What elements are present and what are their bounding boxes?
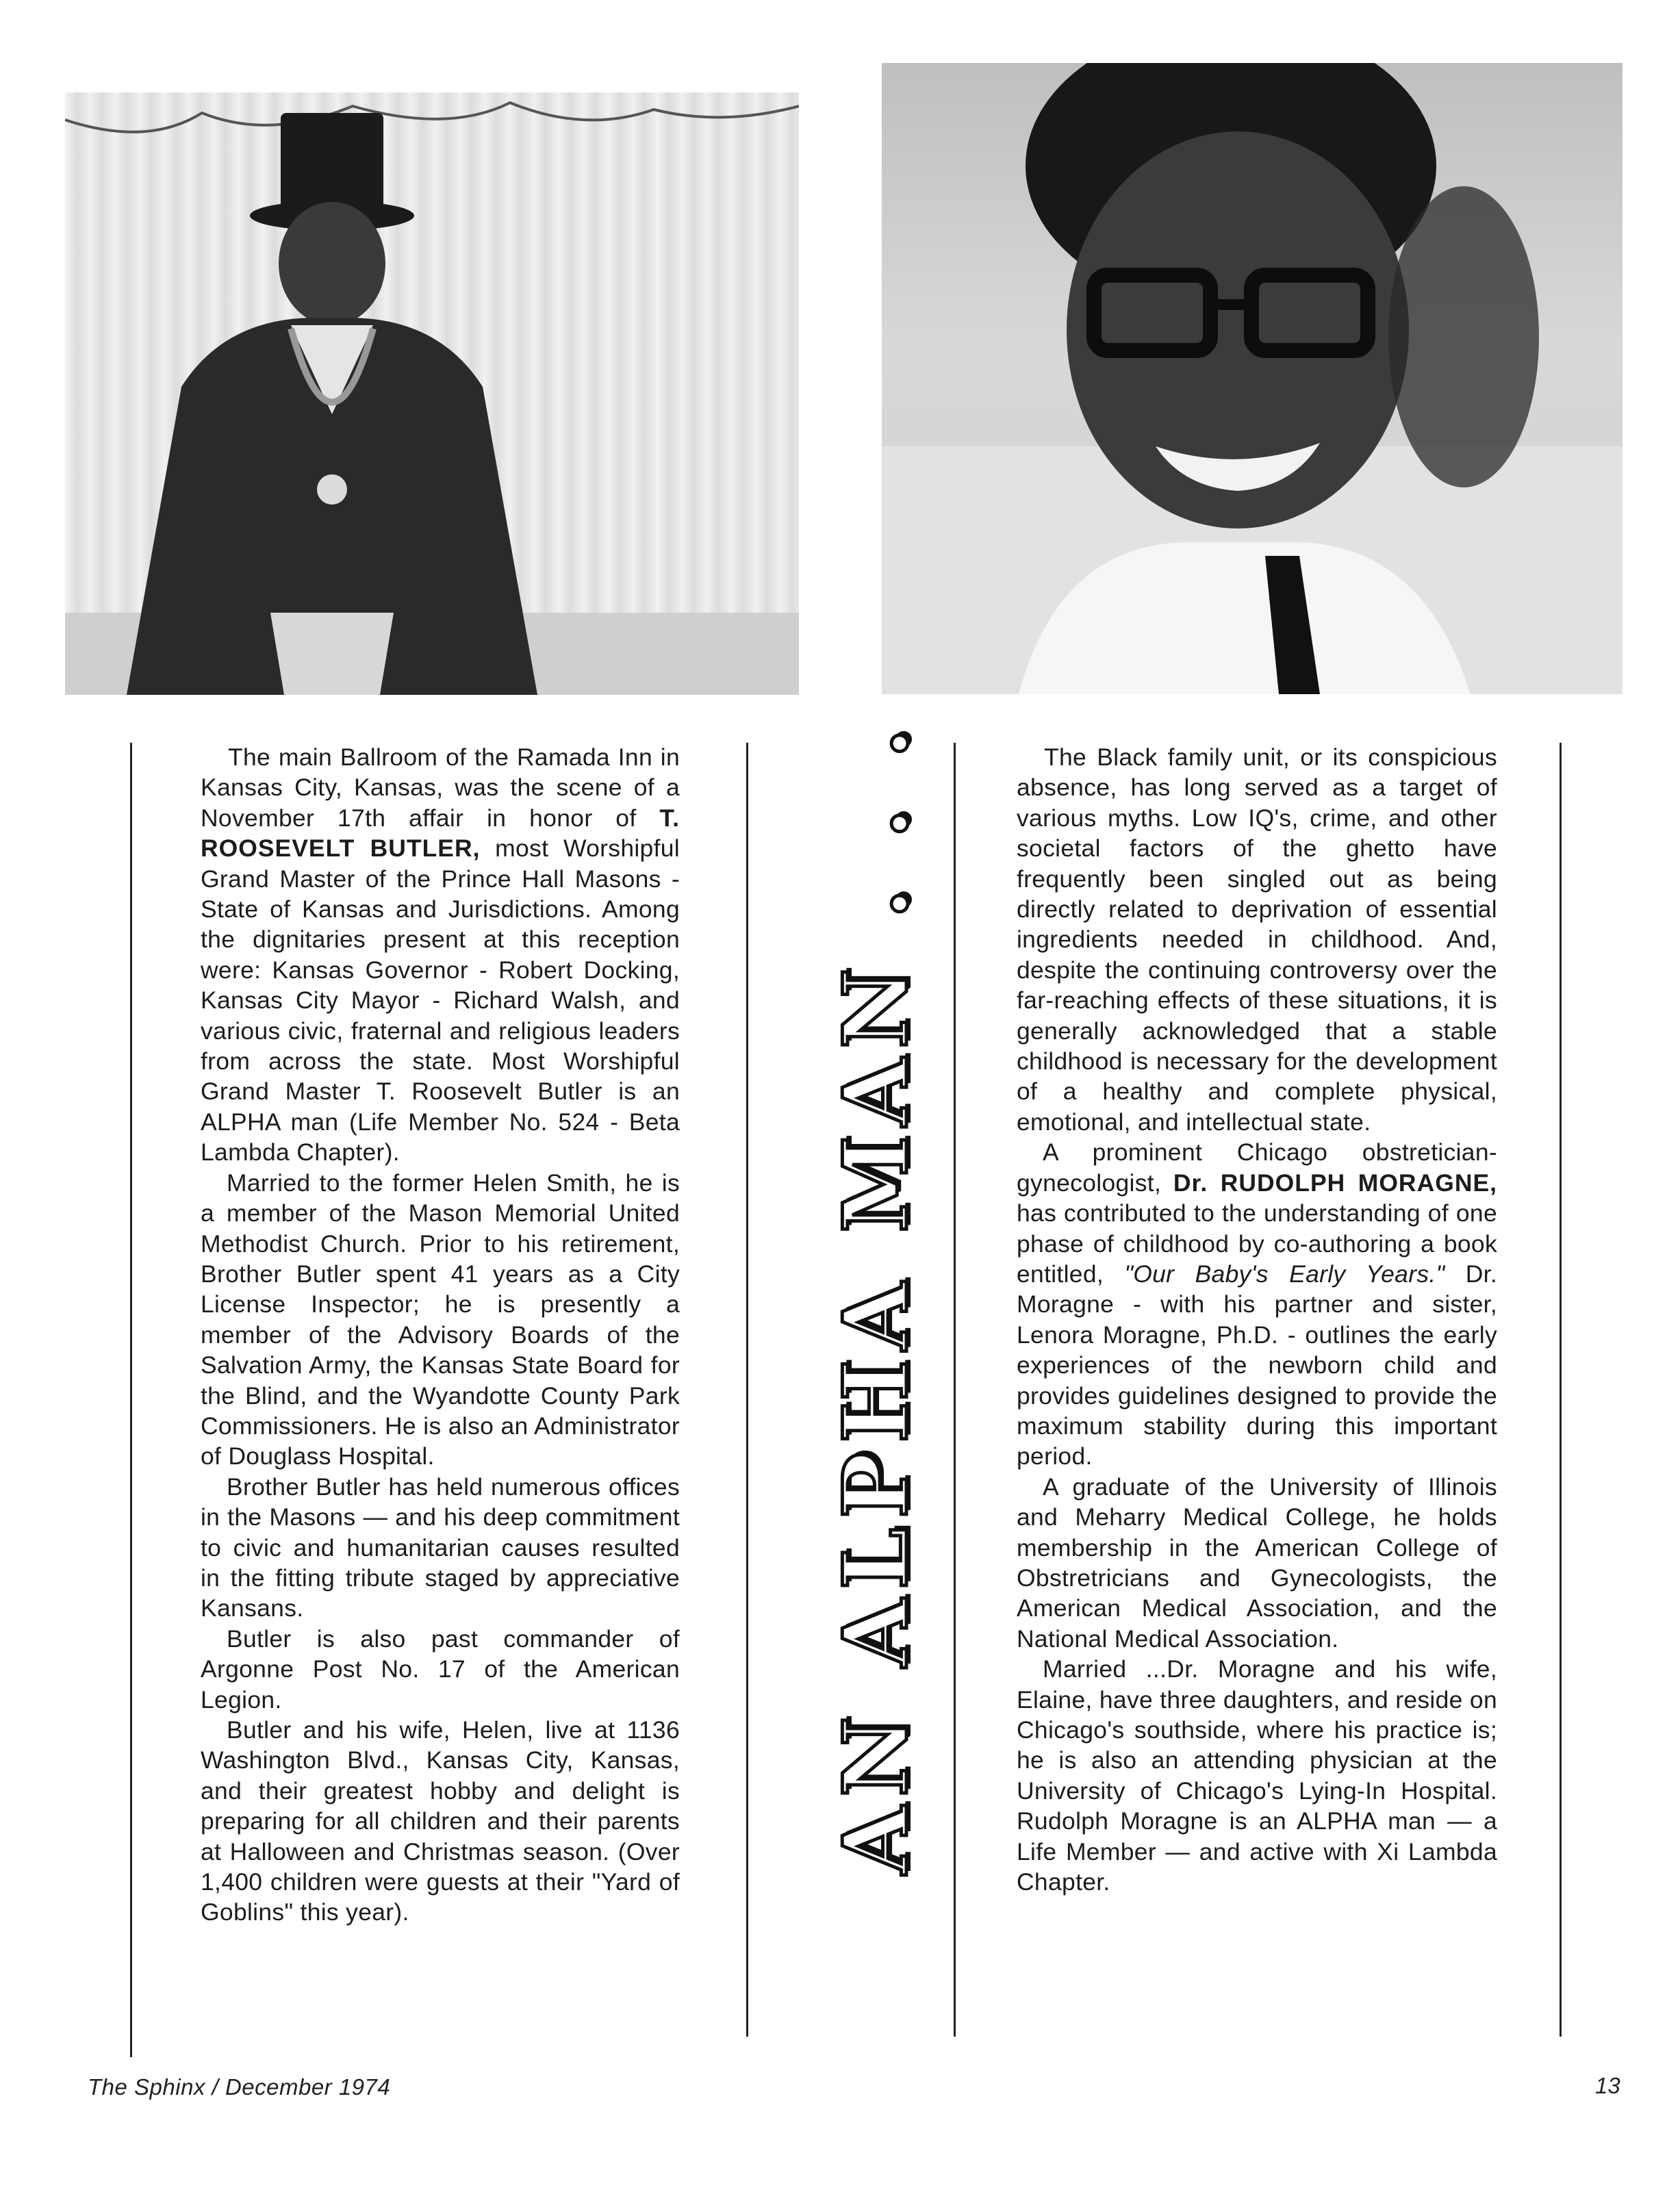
- moragne-name: Dr. RUDOLPH MORAGNE,: [1173, 1169, 1498, 1197]
- left-paragraph-2: Married to the former Helen Smith, he is a member of the Mason Memorial United Methodist Church. Prior to his retirement, Brother Butler spent 41 years as a City License Inspector; he is presently a member of the Advisory Boards of the Salvation Army, the Kansas State Board for the Blind, and the Wyandotte County Park Commissioners. He is also an Administrator of Douglass Hospital.: [201, 1169, 680, 1470]
- left-paragraph-1: [201, 742, 680, 1168]
- right-paragraph-2-text-end: Dr. Moragne - with his partner and sister, Lenora Moragne, Ph.D. - outlines the early experiences of the newborn child and provides guidelines designed to provide the maximum stability during this important period.: [1017, 1260, 1497, 1470]
- column-rule-right: [1560, 743, 1562, 2037]
- moragne-portrait-illustration: [882, 63, 1622, 694]
- right-paragraph-4: Married ...Dr. Moragne and his wife, Elaine, have three daughters, and reside on Chicago's southside, where his practice is; he is also an attending physician at the University of Chicago's Lying-In Hospital. Rudolph Moragne is an ALPHA man — a Life Member — and active with Xi Lambda Chapter.: [1017, 1655, 1497, 1896]
- column-rule-left: [130, 743, 132, 2057]
- right-paragraph-2: [1017, 1137, 1497, 1471]
- photo-t-roosevelt-butler: [65, 92, 799, 695]
- butler-portrait-illustration: [65, 92, 799, 695]
- right-paragraph-2-text: A prominent Chicago obstretician-gynecologist,: [1017, 1138, 1497, 1197]
- headline: [825, 718, 928, 1874]
- left-paragraph-5: Butler and his wife, Helen, live at 1136 Washington Blvd., Kansas City, Kansas, and their greatest hobby and delight is preparing for all children and their parents at Halloween and Christmas season. (Over 1,400 children were guests at their "Yard of Goblins" this year).: [201, 1716, 680, 1926]
- right-article: [1017, 742, 1497, 1897]
- column-rule-center-right: [954, 743, 956, 2037]
- left-paragraph-1-text: The main Ballroom of the Ramada Inn in Kansas City, Kansas, was the scene of a November 17th affair in honor of: [201, 743, 680, 832]
- page-number: 13: [1595, 2073, 1620, 2098]
- right-paragraph-2-text-mid: has contributed to the understanding of one phase of childhood by co-authoring a book entitled,: [1017, 1199, 1497, 1288]
- left-paragraph-1-text-cont: most Worshipful Grand Master of the Prince Hall Masons - State of Kansas and Jurisdictions. Among the dignitaries present at this reception were: Kansas Governor - Robert Docking, Kansas City Mayor - Richard Walsh, and various civic, fraternal and religious leaders from across the state. Most Worshipful Grand Master T. Roosevelt Butler is an ALPHA man (Life Member No. 524 - Beta Lambda Chapter).: [201, 834, 680, 1167]
- publication-footer: The Sphinx / December 1974: [88, 2074, 391, 2100]
- butler-name: T. ROOSEVELT BUTLER,: [201, 804, 680, 863]
- column-rule-center-left: [746, 743, 748, 2037]
- headline-text: AN ALPHA MAN . . .: [825, 718, 928, 1874]
- left-paragraph-3: Brother Butler has held numerous offices in the Masons — and his deep commitment to civic and humanitarian causes resulted in the fitting tribute staged by appreciative Kansans.: [201, 1473, 680, 1622]
- book-title: "Our Baby's Early Years.": [1124, 1260, 1445, 1288]
- left-paragraph-4: Butler is also past commander of Argonne Post No. 17 of the American Legion.: [201, 1624, 680, 1713]
- right-paragraph-1: The Black family unit, or its conspicious absence, has long served as a target of various myths. Low IQ's, crime, and other societal factors of the ghetto have frequently been singled out as being directly related to deprivation of essential ingredients needed in childhood. And, despite the continuing controversy over the far-reaching effects of these situations, it is generally acknowledged that a stable childhood is necessary for the development of a healthy and complete physical, emotional, and intellectual state.: [1017, 743, 1497, 1136]
- right-paragraph-3: A graduate of the University of Illinois and Meharry Medical College, he holds membership in the American College of Obstretricians and Gynecologists, the American Medical Association, and the National Medical Association.: [1017, 1473, 1497, 1653]
- photo-dr-rudolph-moragne: [882, 63, 1622, 694]
- left-article: [201, 742, 680, 1928]
